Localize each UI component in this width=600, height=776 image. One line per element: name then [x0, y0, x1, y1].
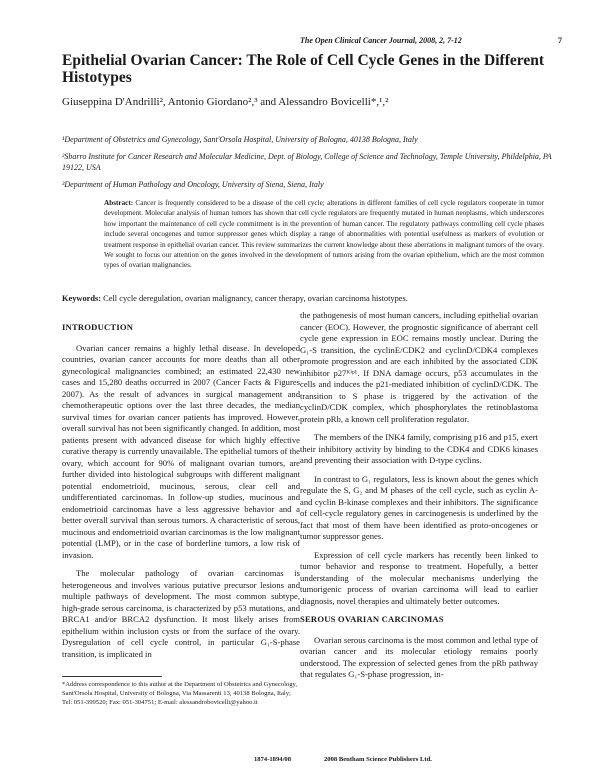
affiliation-1: ¹Department of Obstetrics and Gynecology, Sant'Orsola Hospital, University of Bologna, 40138 Bologna, Italy	[62, 135, 418, 144]
paragraph: The members of the INK4 family, comprising p16 and p15, exert their inhibitory activity by binding to the CDK4 and CDK6 kinases and preventing their association with D-type cyclins.	[300, 432, 538, 465]
affiliation-3: ³Department of Human Pathology and Oncology, University of Siena, Siena, Italy	[62, 180, 324, 189]
abstract-text: Cancer is frequently considered to be a disease of the cell cycle; alterations in different families of cell cycle regulators cooperate in tumor development. Molecular analysis of human tumors has shown that cell cycle regulators are frequently mutated in human neoplasms, which underscores how important the maintenance of cell cycle commitment is in the prevention of human cancer. The regulatory pathways controlling cell cycle phases include several oncogenes and tumor suppressor genes which display a range of abnormalities with potential usefulness as markers of evolution or treatment response in epithelial ovarian cancer. This review summarizes the current knowledge about these aberrations in malignant tumors of the ovary. We sought to focus our attention on the genes involved in the development of tumors arising from the ovarian epithelium, which are the most common types of ovarian malignancies.	[104, 199, 545, 270]
article-title: Epithelial Ovarian Cancer: The Role of Cell Cycle Genes in the Different Histotypes	[62, 52, 545, 86]
journal-header: The Open Clinical Cancer Journal, 2008, 2, 7-12	[300, 36, 462, 45]
paragraph: In contrast to G₁ regulators, less is known about the genes which regulate the S, G₂ and M phases of the cell cycle, such as cyclin A- and cyclin B-kinase complexes and their inhibitors. The significance of cell-cycle regulatory genes in carcinogenesis is underlined by the fact that most of them have been identified as proto-oncogenes or tumor suppressor genes.	[300, 473, 538, 541]
footnote-divider	[62, 676, 162, 677]
abstract-block	[104, 198, 544, 271]
author-list: Giuseppina D'Andrilli², Antonio Giordano²,³ and Alessandro Bovicelli*,¹,²	[62, 96, 389, 108]
right-column	[300, 310, 538, 688]
page-number: 7	[558, 36, 562, 45]
paragraph: the pathogenesis of most human cancers, including epithelial ovarian cancer (EOC). However, the prognostic significance of aberrant cell cycle gene expression in EOC remains mostly unclear. During the G₁-S transition, the cyclinE/CDK2 and cyclinD/CDK4 complexes promote progression and are each inhibited by the associated CDK inhibitor p27ᴷⁱᵖ¹. If DNA damage occurs, p53 accumulates in the cells and induces the p21-mediated inhibition of cyclinD/CDK. The transition to S phase is triggered by the activation of the cyclinD/CDK complex, which phosphorylates the retinoblastoma protein pRb, a known cell proliferation regulator.	[300, 310, 538, 424]
keywords-label: Keywords:	[62, 294, 102, 303]
keywords-text: Cell cycle deregulation, ovarian malignancy, cancer therapy, ovarian carcinoma histotypes.	[103, 294, 408, 303]
paragraph: Ovarian serous carcinoma is the most common and lethal type of ovarian cancer and its molecular etiology remains poorly understood. The expression of selected genes from the pRb pathway that regulates G₁-S-phase progression, in-	[300, 634, 538, 679]
left-column	[62, 322, 300, 667]
introduction-heading: INTRODUCTION	[62, 322, 134, 332]
correspondence-footnote: *Address correspondence to this author at the Department of Obstetrics and Gynecology, Sant'Orsola Hospital, University of Bologna, Via Massarenti 13, 40138 Bologna, Italy; Tel: 051-399520; Fax: 051-304751; E-mail: alessandrobovicelli@yahoo.it	[62, 681, 298, 706]
abstract-label: Abstract:	[104, 199, 134, 207]
paragraph: The molecular pathology of ovarian carcinomas is heterogeneous and involves various putative precursor lesions and multiple pathways of development. The most common subtype, high-grade serous carcinoma, is characterized by p53 mutations, and BRCA1 and/or BRCA2 dysfunction. It most likely arises from epithelium within inclusion cysts or from the surface of the ovary. Dysregulation of cell cycle control, in particular G₁-S-phase transition, is implicated in	[62, 568, 300, 659]
publisher-line: 2008 Bentham Science Publishers Ltd.	[324, 756, 432, 763]
paragraph: Expression of cell cycle markers has recently been linked to tumor behavior and response to treatment. Hopefully, a better understanding of the molecular mechanisms underlying the tumorigenic process of ovarian carcinoma will lead to earlier diagnosis, novel therapies and ultimately better outcomes.	[300, 549, 538, 606]
serous-heading: SEROUS OVARIAN CARCINOMAS	[300, 614, 444, 624]
paragraph: Ovarian cancer remains a highly lethal disease. In developed countries, ovarian cancer accounts for more deaths than all other gynecological malignancies combined; an estimated 22,430 new cases and 15,280 deaths occurred in 2007 (Cancer Facts & Figures 2007). As the result of advances in surgical management and chemotherapeutic options over the last three decades, the median survival times for ovarian cancer patients has improved. However, overall survival has not been significantly changed. In addition, most patients present with advanced disease for which highly effective curative therapy is currently unavailable. The epithelial tumors of the ovary, which account for 90% of malignant ovarian tumors, are further divided into histological subgroups with different malignant potential endometrioid, mucinous, serous, clear cell and undifferentiated carcinomas. In follow-up studies, mucinous and endometrioid carcinomas have a less aggressive behavior and a better overall survival than serous tumors. A characteristic of serous, mucinous and endometrioid ovarian carcinomas is the low malignant potential (LMP), or in the case of borderline tumors, a low risk of invasion.	[62, 342, 300, 560]
issn: 1874-1894/08	[254, 756, 291, 763]
keywords-block	[62, 294, 552, 303]
affiliation-2: ²Sbarro Institute for Cancer Research and Molecular Medicine, Dept. of Biology, College of Science and Technology, Temple University, Phildelphia, PA 19122, USA	[62, 152, 552, 172]
